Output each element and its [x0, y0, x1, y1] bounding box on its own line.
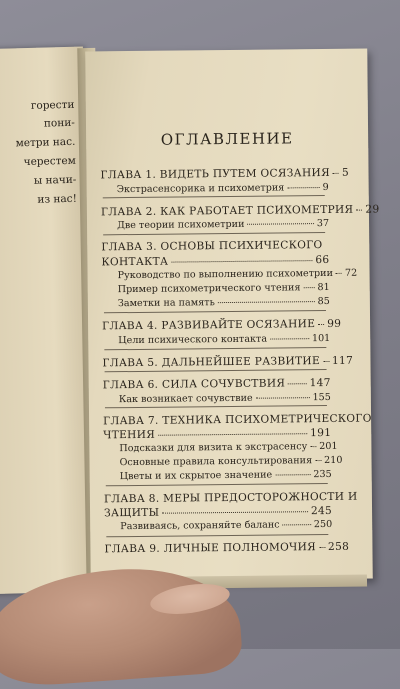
- toc-leader-dots: [162, 511, 308, 514]
- toc-page-number: 117: [331, 354, 354, 367]
- toc-entry-title: Руководство по выполнению психометрии: [117, 267, 334, 282]
- toc-page-number: 201: [319, 440, 338, 453]
- toc-section-row: [119, 454, 343, 469]
- section-divider: [103, 232, 325, 235]
- toc-section-row: [117, 267, 358, 282]
- toc-chapter-row: [103, 412, 372, 428]
- toc-entry-title: ГЛАВА 2. КАК РАБОТАЕТ ПСИХОМЕТРИЯ: [100, 203, 354, 219]
- toc-entry-title: ГЛАВА 9. ЛИЧНЫЕ ПОЛНОМОЧИЯ: [104, 541, 317, 556]
- toc-chapter-row: [104, 540, 350, 556]
- toc-section-row: [118, 282, 330, 295]
- toc-page-number: 147: [309, 376, 331, 390]
- table-of-contents: [85, 49, 380, 582]
- toc-leader-dots: [256, 397, 310, 399]
- toc-leader-dots: [288, 383, 306, 384]
- toc-leader-dots: [287, 187, 319, 188]
- toc-leader-dots: [333, 173, 339, 174]
- left-page-line: из нас!: [37, 192, 77, 206]
- toc-page-number: 37: [316, 217, 330, 230]
- toc-section-row: [120, 469, 332, 482]
- toc-chapter-row: [101, 254, 329, 268]
- left-page-line: ы начи-: [33, 173, 77, 187]
- toc-page-number: 258: [327, 540, 350, 553]
- section-divider: [103, 195, 325, 198]
- page-title: ОГЛАВЛЕНИЕ: [160, 129, 294, 149]
- toc-entry-title: ЧТЕНИЯ: [103, 428, 156, 442]
- toc-leader-dots: [336, 273, 342, 274]
- toc-leader-dots: [270, 338, 309, 339]
- toc-page-number: 29: [365, 203, 380, 216]
- toc-page-number: 85: [317, 295, 330, 308]
- toc-page-number: 9: [322, 181, 329, 194]
- toc-page-number: 81: [317, 281, 330, 294]
- toc-leader-dots: [318, 324, 324, 325]
- toc-chapter-row: [103, 427, 331, 441]
- toc-leader-dots: [315, 460, 321, 461]
- toc-entry-title: Заметки на память: [117, 297, 215, 310]
- toc-entry-title: ГЛАВА 3. ОСНОВЫ ПСИХИЧЕСКОГО: [101, 239, 323, 254]
- toc-page-number: 72: [344, 267, 358, 279]
- toc-entry-title: ГЛАВА 1. ВИДЕТЬ ПУТЕМ ОСЯЗАНИЯ: [100, 166, 330, 182]
- toc-leader-dots: [158, 433, 307, 436]
- toc-page-number: 155: [312, 391, 331, 404]
- toc-entry-title: Экстрасенсорика и психометрия: [116, 182, 285, 196]
- toc-leader-dots: [283, 524, 311, 525]
- toc-section-row: [117, 218, 329, 231]
- toc-section-row: [118, 333, 330, 346]
- toc-entry-title: Подсказки для визита к экстрасенсу: [119, 441, 308, 455]
- toc-entry-title: ГЛАВА 6. СИЛА СОЧУВСТВИЯ: [102, 377, 286, 392]
- toc-leader-dots: [323, 361, 329, 362]
- left-page-line: метри нас.: [15, 135, 76, 150]
- toc-page-number: 101: [311, 332, 331, 345]
- left-page-line: пони-: [43, 116, 75, 130]
- toc-page-number: 250: [313, 518, 333, 531]
- toc-leader-dots: [303, 287, 314, 288]
- toc-page-number: 191: [310, 426, 332, 440]
- toc-leader-dots: [247, 223, 313, 225]
- toc-page-number: 66: [315, 253, 330, 267]
- toc-entry-title: ГЛАВА 7. ТЕХНИКА ПСИХОМЕТРИЧЕСКОГО: [103, 412, 372, 428]
- toc-entry-title: ГЛАВА 8. МЕРЫ ПРЕДОСТОРОЖНОСТИ И: [103, 490, 358, 506]
- toc-section-row: [118, 296, 330, 309]
- toc-leader-dots: [171, 260, 312, 262]
- left-page-line: горести: [30, 98, 75, 112]
- toc-entry-title: ЗАЩИТЫ: [104, 506, 160, 520]
- toc-chapter-row: [100, 166, 350, 182]
- toc-entry-title: ГЛАВА 4. РАЗВИВАЙТЕ ОСЯЗАНИЕ: [102, 318, 316, 333]
- section-divider: [105, 369, 327, 372]
- toc-chapter-row: [103, 377, 331, 391]
- toc-entry-title: КОНТАКТА: [101, 255, 169, 269]
- toc-chapter-row: [100, 203, 380, 219]
- toc-entry-title: Развиваясь, сохраняйте баланс: [120, 519, 280, 533]
- toc-page-number: 5: [341, 166, 350, 179]
- toc-entry-title: Как возникает сочувствие: [118, 392, 253, 406]
- toc-section-row: [119, 392, 331, 405]
- toc-chapter-row: [101, 239, 329, 253]
- toc-page-number: 99: [327, 317, 342, 330]
- toc-leader-dots: [356, 210, 362, 211]
- left-page-line: черестем: [23, 154, 76, 169]
- toc-leader-dots: [275, 474, 310, 475]
- toc-entry-title: Две теории психометрии: [117, 218, 245, 232]
- section-divider: [106, 483, 328, 486]
- toc-section-row: [117, 182, 329, 195]
- toc-page-number: 210: [324, 454, 343, 467]
- toc-chapter-row: [102, 317, 342, 333]
- toc-entry-title: Пример психометрического чтения: [117, 282, 301, 296]
- section-divider: [104, 347, 326, 350]
- toc-leader-dots: [218, 301, 315, 303]
- toc-entry-title: Цели психического контакта: [118, 333, 268, 347]
- toc-section-row: [120, 519, 332, 532]
- toc-entry-title: Цветы и их скрытое значение: [119, 469, 273, 483]
- toc-page-number: 235: [313, 468, 332, 481]
- section-divider: [105, 405, 327, 408]
- toc-page-number: 245: [310, 504, 333, 518]
- toc-section-row: [119, 440, 338, 455]
- toc-entry-title: Основные правила консультирования: [119, 455, 313, 469]
- toc-chapter-row: [104, 505, 332, 519]
- toc-leader-dots: [310, 446, 316, 447]
- toc-chapter-row: [102, 354, 354, 370]
- contents-page: [85, 49, 380, 582]
- section-divider: [104, 310, 326, 313]
- toc-entry-title: ГЛАВА 5. ДАЛЬНЕЙШЕЕ РАЗВИТИЕ: [102, 355, 321, 370]
- section-divider: [106, 534, 328, 537]
- toc-chapter-row: [103, 490, 358, 506]
- toc-leader-dots: [319, 547, 325, 548]
